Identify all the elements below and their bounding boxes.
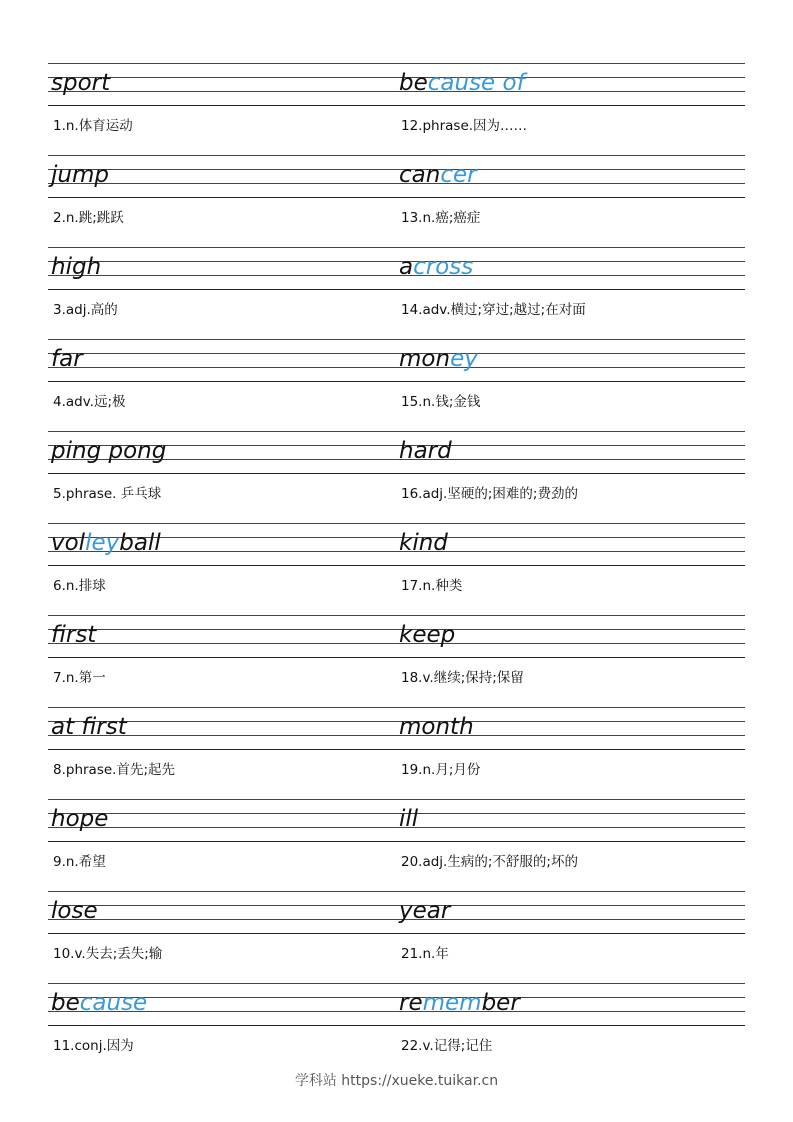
vocab-entry — [48, 155, 396, 247]
vocab-entry — [396, 983, 745, 1075]
vocab-meaning: 14.adv.横过;穿过;越过;在对面 — [401, 302, 586, 318]
ruled-line — [396, 551, 745, 552]
ruled-line — [48, 353, 396, 354]
vocab-meaning: 7.n.第一 — [53, 670, 106, 686]
vocab-meaning: 16.adj.坚硬的;困难的;费劲的 — [401, 486, 578, 502]
right-column — [396, 63, 745, 1075]
ruled-line — [48, 367, 396, 368]
ruled-line — [48, 523, 396, 524]
ruled-line — [48, 905, 396, 906]
ruled-line — [396, 983, 745, 984]
word-segment: re — [399, 990, 423, 1016]
vocab-meaning: 12.phrase.因为…… — [401, 118, 528, 134]
ruled-line — [48, 629, 396, 630]
vocab-meaning: 3.adj.高的 — [53, 302, 118, 318]
ruled-line — [48, 749, 396, 750]
vocab-meaning: 2.n.跳;跳跃 — [53, 210, 124, 226]
word-segment: month — [399, 714, 474, 740]
vocab-word — [51, 251, 101, 283]
word-segment: can — [399, 162, 441, 188]
word-segment: hope — [51, 806, 109, 832]
vocab-word — [399, 987, 520, 1019]
word-segment: be — [51, 990, 80, 1016]
word-segment: ber — [481, 990, 520, 1016]
word-highlight-segment: cause — [79, 990, 148, 1016]
vocab-word — [399, 343, 478, 375]
vocab-word — [399, 803, 418, 835]
writing-lines — [396, 523, 745, 566]
vocab-entry — [396, 891, 745, 983]
vocab-word — [399, 159, 477, 191]
word-segment: jump — [51, 162, 109, 188]
vocab-meaning: 19.n.月;月份 — [401, 762, 481, 778]
ruled-line — [396, 657, 745, 658]
vocab-word — [51, 803, 108, 835]
vocab-word — [399, 251, 473, 283]
ruled-line — [48, 247, 396, 248]
ruled-line — [396, 105, 745, 106]
vocab-meaning: 5.phrase. 乒乓球 — [53, 486, 162, 502]
ruled-line — [396, 933, 745, 934]
ruled-line — [396, 827, 745, 828]
vocab-word — [399, 435, 452, 467]
word-highlight-segment: ley — [85, 530, 120, 556]
ruled-line — [396, 473, 745, 474]
word-segment: first — [51, 622, 97, 648]
vocab-meaning: 15.n.钱;金钱 — [401, 394, 481, 410]
ruled-line — [48, 105, 396, 106]
vocab-meaning: 20.adj.生病的;不舒服的;坏的 — [401, 854, 578, 870]
vocab-word — [399, 711, 474, 743]
ruled-line — [48, 657, 396, 658]
word-segment: high — [51, 254, 102, 280]
vocab-word — [51, 435, 166, 467]
vocab-word — [399, 895, 450, 927]
word-segment: mon — [399, 346, 451, 372]
ruled-line — [48, 289, 396, 290]
vocab-entry — [48, 523, 396, 615]
vocab-entry — [48, 431, 396, 523]
ruled-line — [396, 565, 745, 566]
ruled-line — [396, 523, 745, 524]
word-segment: sport — [51, 70, 111, 96]
vocab-meaning: 18.v.继续;保持;保留 — [401, 670, 524, 686]
writing-lines — [48, 339, 396, 382]
word-segment: ill — [399, 806, 419, 832]
word-segment: at first — [51, 714, 127, 740]
vocab-meaning: 21.n.年 — [401, 946, 449, 962]
ruled-line — [396, 247, 745, 248]
vocab-meaning: 13.n.癌;癌症 — [401, 210, 481, 226]
ruled-line — [48, 197, 396, 198]
ruled-line — [396, 707, 745, 708]
vocab-word — [51, 895, 98, 927]
ruled-line — [48, 473, 396, 474]
word-segment: lose — [51, 898, 98, 924]
ruled-line — [48, 381, 396, 382]
vocab-meaning: 8.phrase.首先;起先 — [53, 762, 176, 778]
word-highlight-segment: mem — [422, 990, 482, 1016]
vocab-entry — [48, 707, 396, 799]
writing-lines — [48, 615, 396, 658]
word-segment: a — [399, 254, 414, 280]
ruled-line — [48, 983, 396, 984]
word-segment: year — [399, 898, 451, 924]
vocab-entry — [396, 523, 745, 615]
ruled-line — [48, 615, 396, 616]
ruled-line — [396, 891, 745, 892]
word-segment: vol — [51, 530, 86, 556]
vocab-entry — [396, 707, 745, 799]
ruled-line — [48, 339, 396, 340]
ruled-line — [396, 537, 745, 538]
ruled-line — [396, 841, 745, 842]
ruled-line — [48, 431, 396, 432]
vocab-entry — [396, 247, 745, 339]
word-segment: keep — [399, 622, 456, 648]
ruled-line — [48, 707, 396, 708]
ruled-line — [48, 63, 396, 64]
word-highlight-segment: ey — [450, 346, 478, 372]
ruled-line — [396, 381, 745, 382]
word-segment: far — [51, 346, 83, 372]
vocab-meaning: 1.n.体育运动 — [53, 118, 133, 134]
ruled-line — [396, 339, 745, 340]
writing-lines — [48, 891, 396, 934]
vocab-entry — [48, 339, 396, 431]
vocab-entry — [48, 799, 396, 891]
ruled-line — [48, 643, 396, 644]
vocab-word — [51, 343, 83, 375]
vocab-entry — [396, 63, 745, 155]
ruled-line — [396, 749, 745, 750]
vocab-word — [51, 67, 110, 99]
word-highlight-segment: cross — [413, 254, 474, 280]
ruled-line — [48, 799, 396, 800]
vocab-word — [51, 527, 161, 559]
ruled-line — [48, 565, 396, 566]
word-segment: kind — [399, 530, 448, 556]
vocab-word — [51, 987, 147, 1019]
vocab-entry — [396, 799, 745, 891]
left-column — [48, 63, 396, 1075]
vocab-word — [51, 711, 127, 743]
ruled-line — [48, 841, 396, 842]
ruled-line — [396, 431, 745, 432]
footer-source: 学科站 https://xueke.tuikar.cn — [294, 1073, 499, 1089]
vocab-word — [51, 159, 109, 191]
word-segment: hard — [399, 438, 452, 464]
ruled-line — [396, 289, 745, 290]
vocab-entry — [48, 247, 396, 339]
vocab-meaning: 10.v.失去;丢失;输 — [53, 946, 163, 962]
vocab-entry — [396, 155, 745, 247]
vocab-entry — [48, 891, 396, 983]
ruled-line — [396, 63, 745, 64]
vocab-word — [51, 619, 96, 651]
word-highlight-segment: cause of — [427, 70, 525, 96]
vocab-meaning: 9.n.希望 — [53, 854, 106, 870]
word-segment: ball — [119, 530, 161, 556]
writing-lines — [396, 799, 745, 842]
ruled-line — [396, 813, 745, 814]
ruled-line — [396, 1025, 745, 1026]
vocab-meaning: 17.n.种类 — [401, 578, 463, 594]
vocab-entry — [48, 63, 396, 155]
ruled-line — [48, 891, 396, 892]
ruled-line — [48, 919, 396, 920]
vocab-entry — [48, 615, 396, 707]
ruled-line — [48, 1025, 396, 1026]
ruled-line — [396, 615, 745, 616]
ruled-line — [48, 155, 396, 156]
ruled-line — [396, 155, 745, 156]
vocab-meaning: 6.n.排球 — [53, 578, 106, 594]
vocab-entry — [396, 615, 745, 707]
vocab-entry — [396, 339, 745, 431]
ruled-line — [396, 197, 745, 198]
vocab-entry — [48, 983, 396, 1075]
vocab-word — [399, 619, 455, 651]
word-segment: ping pong — [51, 438, 167, 464]
vocab-word — [399, 527, 448, 559]
ruled-line — [48, 933, 396, 934]
vocab-word — [399, 67, 525, 99]
vocab-meaning: 4.adv.远;极 — [53, 394, 126, 410]
ruled-line — [396, 799, 745, 800]
word-highlight-segment: cer — [440, 162, 477, 188]
vocab-meaning: 22.v.记得;记住 — [401, 1038, 493, 1054]
word-segment: be — [399, 70, 428, 96]
vocab-entry — [396, 431, 745, 523]
vocab-meaning: 11.conj.因为 — [53, 1038, 134, 1054]
